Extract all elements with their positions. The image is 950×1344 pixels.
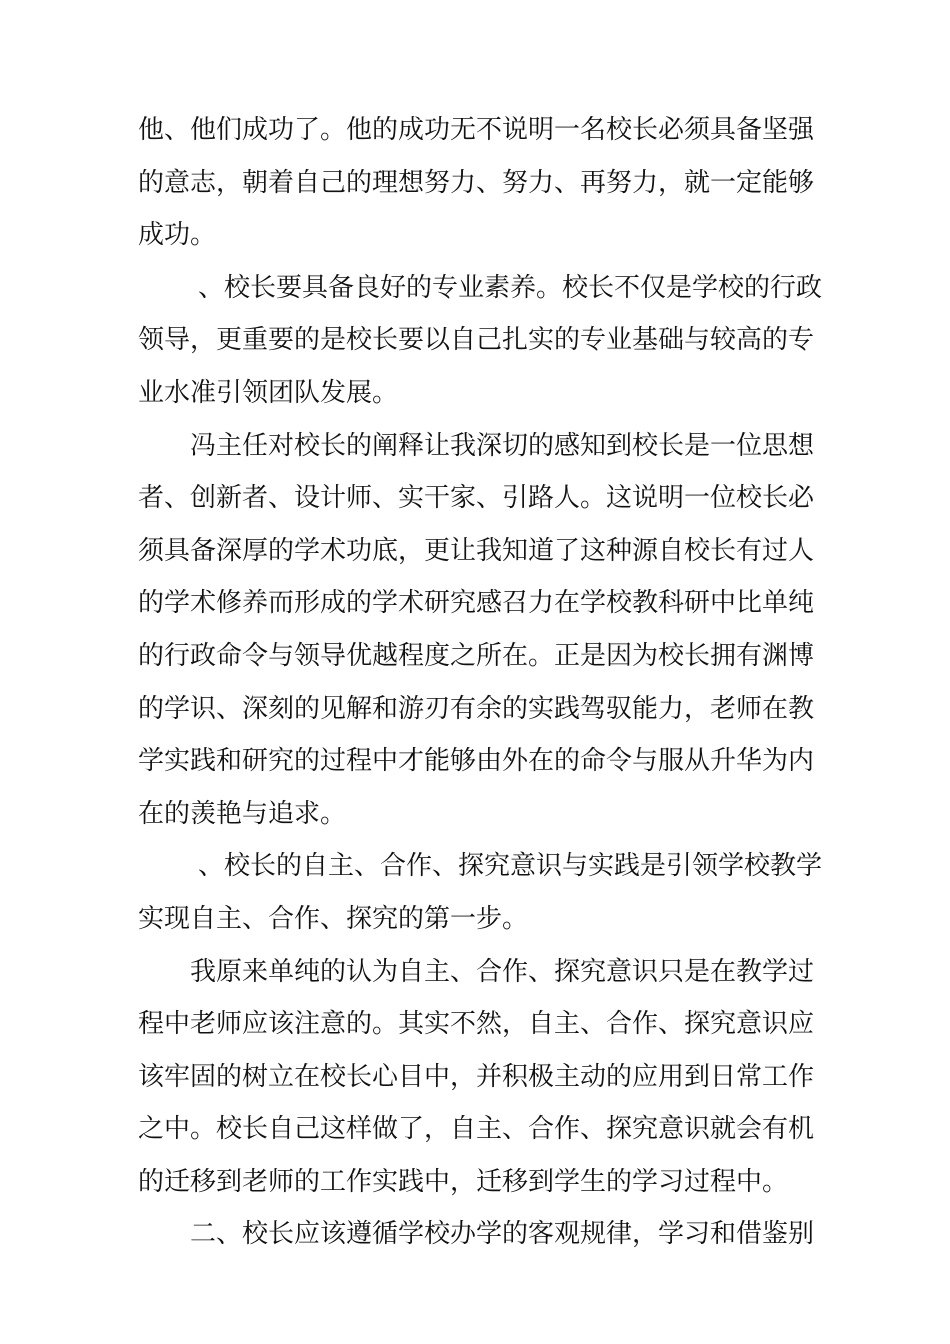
text-line: 他、他们成功了。他的成功无不说明一名校长必须具备坚强 [138, 115, 815, 145]
text-line: 领导，更重要的是校长要以自己扎实的专业基础与较高的专 [138, 325, 815, 356]
text-line: 的学术修养而形成的学术研究感召力在学校教科研中比单纯 [138, 588, 815, 619]
paragraph [138, 104, 828, 262]
paragraph [138, 420, 828, 841]
document-page [138, 104, 828, 1261]
paragraph [138, 1208, 828, 1261]
paragraph [138, 840, 828, 945]
text-line: 程中老师应该注意的。其实不然，自主、合作、探究意识应 [138, 1009, 815, 1040]
text-line: 、校长的自主、合作、探究意识与实践是引领学校教学 [198, 851, 823, 882]
text-line: 者、创新者、设计师、实干家、引路人。这说明一位校长必 [138, 483, 815, 514]
text-line: 的意志，朝着自己的理想努力、努力、再努力，就一定能够 [138, 167, 815, 198]
text-line: 二、校长应该遵循学校办学的客观规律，学习和借鉴别 [190, 1219, 815, 1250]
paragraph [138, 946, 828, 1209]
text-line: 业水准引领团队发展。 [138, 377, 399, 408]
text-line: 该牢固的树立在校长心目中，并积极主动的应用到日常工作 [138, 1061, 815, 1092]
text-line: 学实践和研究的过程中才能够由外在的命令与服从升华为内 [138, 746, 815, 777]
text-line: 的迁移到老师的工作实践中，迁移到学生的学习过程中。 [138, 1166, 789, 1197]
text-line: 的行政命令与领导优越程度之所在。正是因为校长拥有渊博 [138, 640, 815, 671]
text-line: 之中。校长自己这样做了，自主、合作、探究意识就会有机 [138, 1114, 815, 1145]
text-line: 实现自主、合作、探究的第一步。 [138, 903, 529, 934]
text-line: 的学识、深刻的见解和游刃有余的实践驾驭能力，老师在教 [138, 693, 815, 724]
text-line: 我原来单纯的认为自主、合作、探究意识只是在教学过 [190, 956, 815, 987]
text-line: 须具备深厚的学术功底，更让我知道了这种源自校长有过人 [138, 535, 815, 566]
paragraph [138, 262, 828, 420]
text-line: 成功。 [138, 220, 217, 251]
text-line: 冯主任对校长的阐释让我深切的感知到校长是一位思想 [190, 430, 815, 461]
text-line: 、校长要具备良好的专业素养。校长不仅是学校的行政 [198, 272, 823, 303]
text-line: 在的羡艳与追求。 [138, 798, 347, 829]
